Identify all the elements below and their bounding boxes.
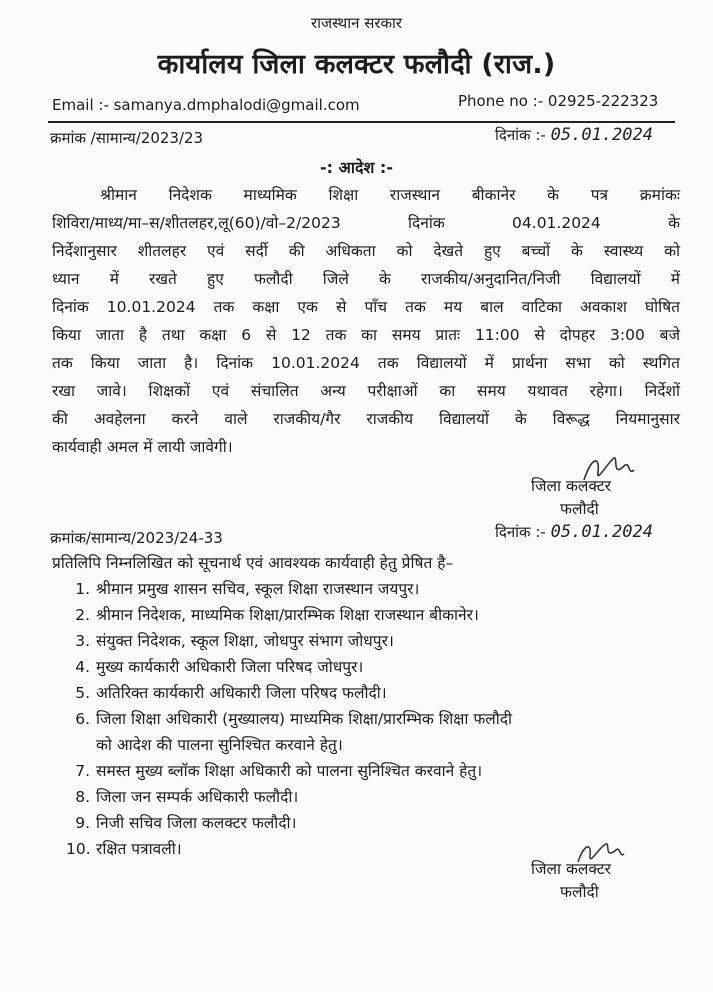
order-body-line: निर्देशानुसार शीतलहर एवं सर्दी की अधिकता को देखते हुए बच्चों के स्वास्थ्य को bbox=[52, 242, 680, 260]
recipient-number: 6. bbox=[75, 710, 90, 728]
recipient-text: जिला जन सम्पर्क अधिकारी फलौदी। bbox=[96, 788, 299, 806]
recipient-item bbox=[66, 629, 394, 651]
order-body-line: दिनांक 10.01.2024 तक कक्षा एक से पाँच तक मय बाल वाटिका अवकाश घोषित bbox=[52, 298, 680, 316]
order-body-line: कार्यवाही अमल में लायी जावेगी। bbox=[52, 438, 233, 456]
recipient-text: श्रीमान निदेशक, माध्यमिक शिक्षा/प्रारम्भिक शिक्षा राजस्थान बीकानेर। bbox=[96, 606, 479, 624]
recipient-text: को आदेश की पालना सुनिश्चित करवाने हेतु। bbox=[96, 736, 343, 754]
recipient-text: मुख्य कार्यकारी अधिकारी जिला परिषद जोधपुर। bbox=[96, 658, 364, 676]
recipient-number: 8. bbox=[75, 788, 90, 806]
recipient-item bbox=[66, 707, 512, 729]
order-signature-title: जिला कलक्टर bbox=[531, 477, 611, 495]
email-line: Email :- samanya.dmphalodi@gmail.com bbox=[52, 96, 360, 114]
order-body-line: की अवहेलना करने वाले राजकीय/गैर राजकीय विद्यालयों के विरूद्ध नियमानुसार bbox=[52, 410, 680, 428]
recipient-item bbox=[66, 733, 343, 755]
recipient-item bbox=[66, 837, 182, 859]
recipient-item bbox=[66, 811, 296, 833]
order-body-line: रखा जावे। शिक्षकों एवं संचालित अन्य परीक्षाओं का समय यथावत रहेगा। निर्देशों bbox=[52, 382, 680, 400]
recipient-number: 4. bbox=[75, 658, 90, 676]
recipient-item bbox=[66, 681, 387, 703]
copy-signature-place: फलौदी bbox=[560, 883, 599, 901]
copy-ref-text: क्रमांक/सामान्य/2023/24-33 bbox=[50, 529, 223, 547]
recipient-item bbox=[66, 655, 363, 677]
header-divider bbox=[48, 121, 675, 123]
order-signature-mark bbox=[578, 452, 638, 488]
copy-signature-title: जिला कलक्टर bbox=[531, 860, 611, 878]
copy-signature-mark bbox=[572, 838, 628, 868]
recipient-number: 5. bbox=[75, 684, 90, 702]
order-title: -: आदेश :- bbox=[320, 158, 393, 177]
order-signature-place: फलौदी bbox=[560, 500, 599, 518]
order-ref-number: क्रमांक /सामान्य/2023/23 bbox=[50, 129, 204, 147]
recipient-number: 10. bbox=[66, 840, 91, 858]
recipient-item bbox=[66, 603, 479, 625]
order-body-line: श्रीमान निदेशक माध्यमिक शिक्षा राजस्थान बीकानेर के पत्र क्रमांकः bbox=[100, 186, 680, 204]
recipient-number: 7. bbox=[75, 762, 90, 780]
recipient-text: रक्षित पत्रावली। bbox=[96, 840, 182, 858]
recipient-number: 3. bbox=[75, 632, 90, 650]
recipient-item bbox=[66, 759, 482, 781]
recipient-item bbox=[66, 577, 419, 599]
recipient-text: अतिरिक्त कार्यकारी अधिकारी जिला परिषद फलौदी। bbox=[96, 684, 387, 702]
order-date-value: 05.01.2024 bbox=[550, 125, 653, 145]
order-date bbox=[495, 125, 653, 145]
copy-date bbox=[495, 522, 653, 542]
phone-line: Phone no :- 02925-222323 bbox=[458, 92, 659, 110]
copy-intro: प्रतिलिपि निम्नलिखित को सूचनार्थ एवं आवश्यक कार्यवाही हेतु प्रेषित है– bbox=[52, 554, 454, 572]
copy-date-value: 05.01.2024 bbox=[550, 522, 653, 542]
order-date-label: दिनांक :- bbox=[495, 126, 546, 144]
copy-ref-number bbox=[50, 528, 223, 548]
recipient-text: समस्त मुख्य ब्लॉक शिक्षा अधिकारी को पालना सुनिश्चित करवाने हेतु। bbox=[96, 762, 483, 780]
recipient-number: 2. bbox=[75, 606, 90, 624]
government-name: राजस्थान सरकार bbox=[310, 14, 403, 32]
order-body-line: किया जाता है तथा कक्षा 6 से 12 तक का समय प्रातः 11:00 से दोपहर 3:00 बजे bbox=[52, 326, 680, 344]
recipient-text: जिला शिक्षा अधिकारी (मुख्यालय) माध्यमिक शिक्षा/प्रारम्भिक शिक्षा फलौदी bbox=[96, 710, 513, 728]
recipient-number: 1. bbox=[75, 580, 90, 598]
recipient-item bbox=[66, 785, 298, 807]
recipient-number: 9. bbox=[75, 814, 90, 832]
order-body-line: तक किया जाता है। दिनांक 10.01.2024 तक विद्यालयों में प्रार्थना सभा को स्थगित bbox=[52, 354, 680, 372]
office-title: कार्यालय जिला कलक्टर फलौदी (राज.) bbox=[157, 49, 556, 80]
order-body-line: शिविरा/माध्य/मा–स/शीतलहर,लू(60)/वो–2/2023 दिनांक 04.01.2024 के bbox=[52, 214, 680, 232]
order-body-line: ध्यान में रखते हुए फलौदी जिले के राजकीय/अनुदानित/निजी विद्यालयों में bbox=[52, 270, 680, 288]
recipient-text: निजी सचिव जिला कलक्टर फलौदी। bbox=[96, 814, 297, 832]
recipient-text: श्रीमान प्रमुख शासन सचिव, स्कूल शिक्षा राजस्थान जयपुर। bbox=[96, 580, 420, 598]
copy-date-label: दिनांक :- bbox=[495, 523, 546, 541]
recipient-text: संयुक्त निदेशक, स्कूल शिक्षा, जोधपुर संभाग जोधपुर। bbox=[96, 632, 394, 650]
